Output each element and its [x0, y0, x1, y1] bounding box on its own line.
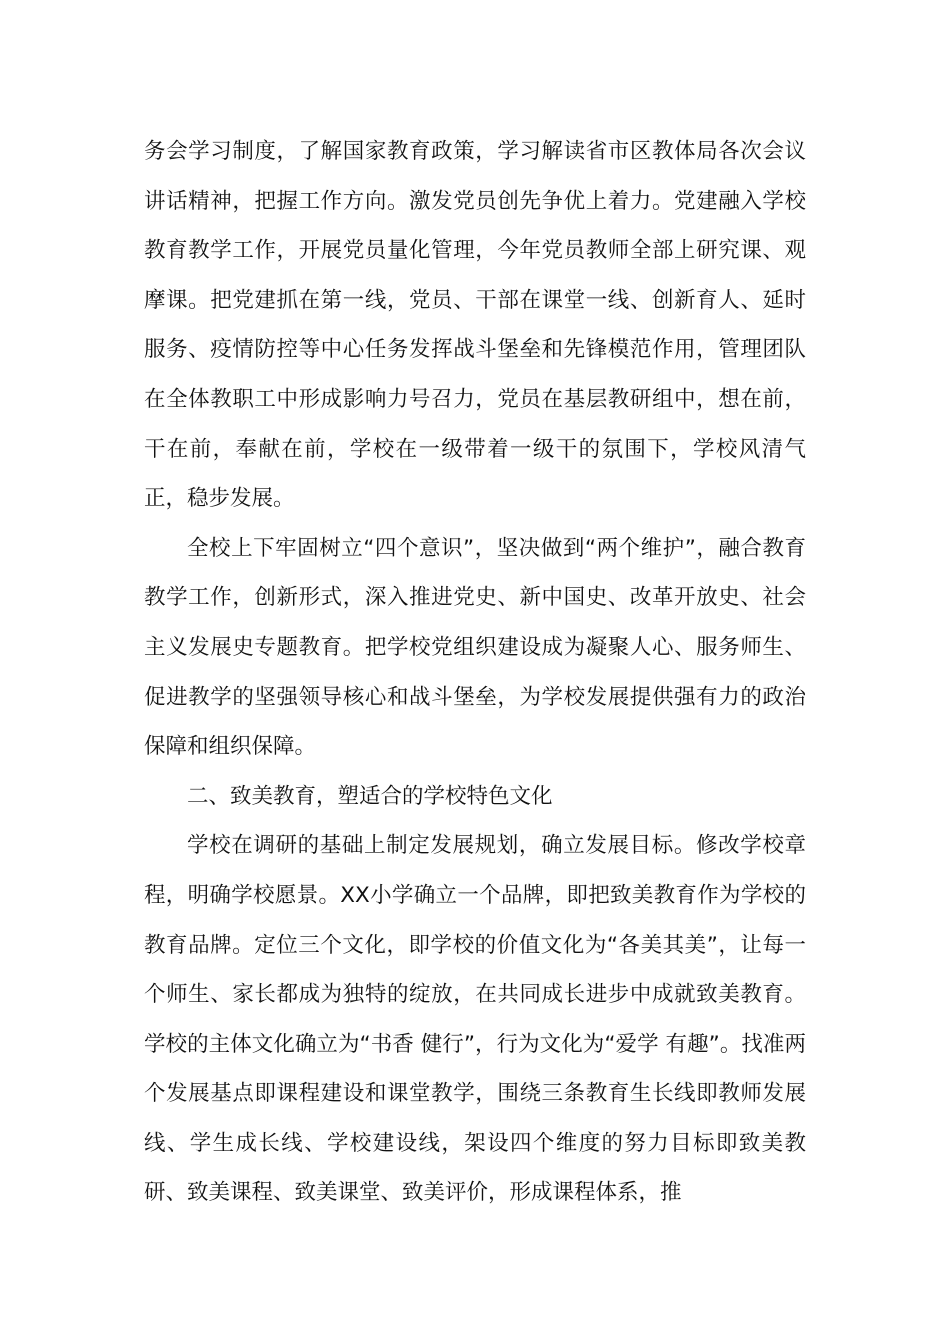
- section-heading: 二、致美教育，塑适合的学校特色文化: [187, 783, 553, 809]
- body-text: [144, 127, 806, 1218]
- paragraph-1: 务会学习制度，了解国家教育政策，学习解读省市区教体局各次会议讲话精神，把握工作方向。激发党员创先争优上着力。党建融入学校教育教学工作，开展党员量化管理，今年党员教师全部上研究课、观摩课。把党建抓在第一线，党员、干部在课堂一线、创新育人、延时服务、疫情防控等中心任务发挥战斗堡垒和先锋模范作用，管理团队在全体教职工中形成影响力号召力，党员在基层教研组中，想在前，干在前，奉献在前，学校在一级带着一级干的氛围下，学校风清气正，稳步发展。: [144, 139, 806, 512]
- paragraph-2: 全校上下牢固树立“四个意识”，坚决做到“两个维护”，融合教育教学工作，创新形式，深入推进党史、新中国史、改革开放史、社会主义发展史专题教育。把学校党组织建设成为凝聚人心、服务师生、促进教学的坚强领导核心和战斗堡垒，为学校发展提供强有力的政治保障和组织保障。: [144, 535, 806, 760]
- paragraph-3: 学校在调研的基础上制定发展规划，确立发展目标。修改学校章程，明确学校愿景。XX小学确立一个品牌，即把致美教育作为学校的教育品牌。定位三个文化，即学校的价值文化为“各美其美”，让每一个师生、家长都成为独特的绽放，在共同成长进步中成就致美教育。学校的主体文化确立为“书香 健行”，行为文化为“爱学 有趣”。找准两个发展基点即课程建设和课堂教学，围绕三条教育生长线即教师发展线、学生成长线、学校建设线，架设四个维度的努力目标即致美教研、致美课程、致美课堂、致美评价，形成课程体系，推: [144, 833, 806, 1206]
